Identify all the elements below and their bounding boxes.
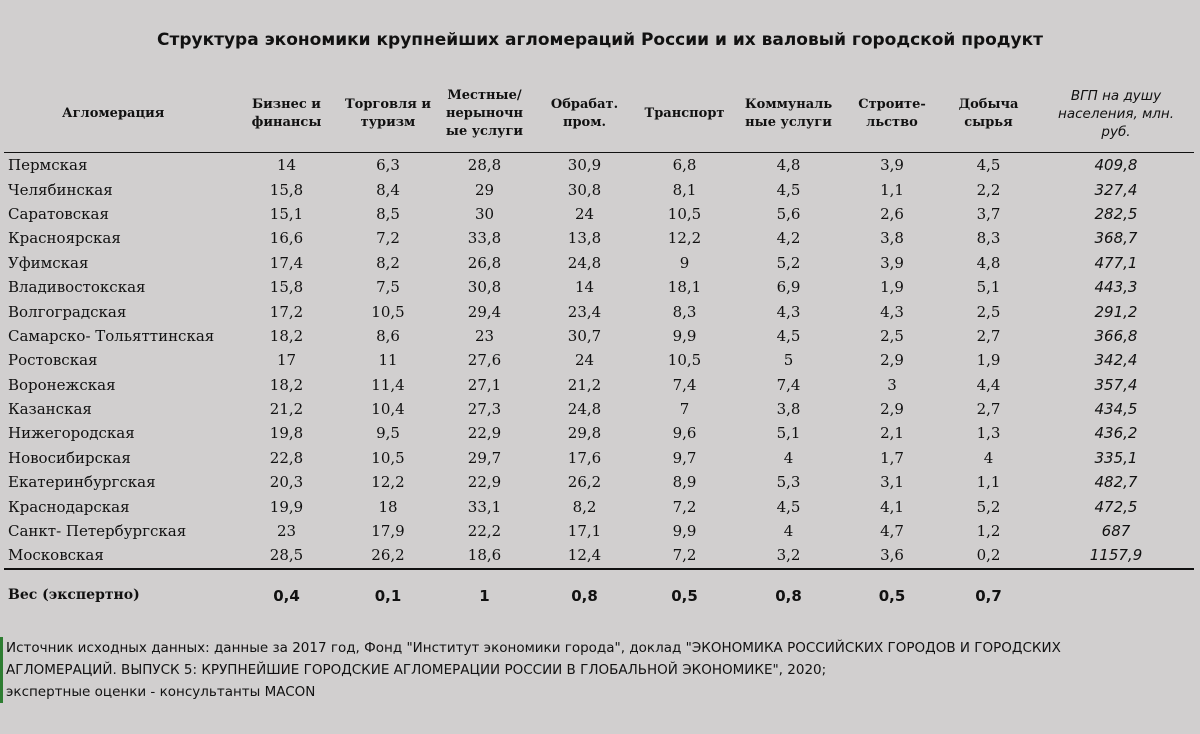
value-cell: 18 — [378, 497, 398, 516]
value-cell: 9 — [679, 253, 690, 272]
value-cell: 29 — [474, 180, 495, 199]
agglomeration-name: Саратовская — [8, 204, 109, 223]
value-cell: 12,2 — [667, 229, 702, 248]
value-cell: 8,2 — [376, 253, 400, 272]
vgp-cell: 291,2 — [1094, 302, 1138, 321]
value-cell: 8,5 — [376, 204, 400, 223]
source-line: экспертные оценки - консультанты MACON — [6, 684, 316, 700]
value-cell: 0,2 — [939, 543, 1038, 568]
value-cell: 3 — [887, 375, 897, 394]
agglomeration-name: Московская — [4, 543, 234, 568]
value-cell: 28,5 — [234, 543, 339, 568]
value-cell: 30,8 — [467, 278, 502, 297]
spacer-cell — [4, 569, 1194, 587]
value-cell: 27,6 — [467, 351, 502, 370]
table-row — [4, 251, 1194, 275]
value-cell: 26,2 — [567, 473, 602, 492]
header-business: Бизнес и финансы — [234, 76, 339, 153]
value-cell: 18,1 — [667, 278, 702, 297]
value-cell: 1,9 — [976, 351, 1001, 370]
value-cell: 2,9 — [880, 400, 904, 419]
value-cell: 17 — [276, 351, 297, 370]
weight-value: 0,5 — [671, 586, 698, 605]
vgp-cell: 472,5 — [1094, 497, 1138, 516]
value-cell: 9,5 — [376, 424, 400, 443]
value-cell: 17,1 — [567, 522, 602, 541]
vgp-cell: 436,2 — [1094, 424, 1138, 443]
value-cell: 5,1 — [776, 424, 801, 443]
source-line: Источник исходных данных: данные за 2017 год, Фонд "Институт экономики города", доклад "ЭКОНОМИКА РОССИЙСКИХ ГОРОДОВ И ГОРОДСКИХ — [6, 640, 1061, 656]
value-cell: 13,8 — [567, 229, 602, 248]
value-cell: 17,4 — [269, 253, 304, 272]
source-line: АГЛОМЕРАЦИЙ. ВЫПУСК 5: КРУПНЕЙШИЕ ГОРОДСКИЕ АГЛОМЕРАЦИИ РОССИИ В ГЛОБАЛЬНОЙ ЭКОНОМИКЕ", 2020; — [6, 662, 827, 678]
vgp-cell: 409,8 — [1094, 156, 1138, 175]
value-cell: 9,7 — [672, 448, 697, 467]
table-row — [4, 153, 1194, 178]
table-row — [4, 373, 1194, 397]
value-cell: 9,9 — [672, 522, 697, 541]
value-cell: 8,3 — [672, 302, 697, 321]
vgp-cell: 482,7 — [1094, 473, 1138, 492]
table-row — [4, 226, 1194, 250]
value-cell: 4,5 — [776, 497, 801, 516]
header-transport: Транспорт — [637, 76, 732, 153]
weight-value: 0,4 — [273, 586, 300, 605]
value-cell: 22,9 — [467, 424, 502, 443]
agglomeration-name: Екатеринбургская — [8, 473, 156, 492]
value-cell: 29,7 — [467, 448, 502, 467]
value-cell: 30,7 — [567, 326, 602, 345]
value-cell: 1,1 — [880, 180, 904, 199]
value-cell: 4,2 — [776, 229, 801, 248]
vgp-cell: 282,5 — [1094, 204, 1138, 223]
header-manufacturing: Обрабат. пром. — [532, 76, 637, 153]
value-cell: 3,9 — [880, 253, 904, 272]
value-cell: 24 — [574, 351, 595, 370]
agglomeration-name: Уфимская — [8, 253, 89, 272]
agglomeration-name: Пермская — [8, 156, 88, 175]
vgp-cell: 335,1 — [1094, 448, 1138, 467]
value-cell: 3,7 — [976, 204, 1001, 223]
weight-row — [4, 587, 1194, 633]
value-cell: 10,5 — [371, 302, 405, 321]
value-cell: 9,6 — [672, 424, 697, 443]
value-cell: 29,4 — [467, 302, 502, 321]
vgp-cell: 368,7 — [1094, 229, 1138, 248]
value-cell: 5,1 — [976, 278, 1001, 297]
agglomeration-name: Самарско- Тольяттинская — [8, 326, 215, 345]
vgp-cell: 477,1 — [1094, 253, 1138, 272]
value-cell: 17,9 — [371, 522, 405, 541]
value-cell: 4 — [783, 522, 794, 541]
value-cell: 27,3 — [467, 400, 502, 419]
value-cell: 5,6 — [776, 204, 801, 223]
value-cell: 18,2 — [269, 326, 304, 345]
value-cell: 4,4 — [976, 375, 1001, 394]
value-cell: 1,3 — [976, 424, 1001, 443]
weight-value: 0,8 — [775, 586, 802, 605]
value-cell: 3,2 — [732, 543, 845, 568]
agglomeration-name: Красноярская — [8, 229, 121, 248]
value-cell: 17,6 — [567, 448, 602, 467]
agglomeration-name: Санкт- Петербургская — [8, 522, 187, 541]
value-cell: 8,3 — [976, 229, 1001, 248]
value-cell: 8,6 — [376, 326, 400, 345]
value-cell: 22,2 — [467, 522, 502, 541]
agglomeration-name: Волгоградская — [8, 302, 127, 321]
table-row — [4, 397, 1194, 421]
value-cell: 1,1 — [976, 473, 1001, 492]
value-cell: 4,8 — [976, 253, 1001, 272]
agglomeration-name: Владивостокская — [8, 278, 146, 297]
vgp-cell: 687 — [1101, 522, 1131, 541]
value-cell: 24 — [574, 204, 595, 223]
table-row — [4, 470, 1194, 494]
weight-value: 1 — [479, 586, 490, 605]
value-cell: 23,4 — [567, 302, 602, 321]
value-cell: 4 — [983, 448, 994, 467]
table-row — [4, 543, 1194, 568]
weight-value: 0,7 — [975, 586, 1002, 605]
value-cell: 1,9 — [880, 278, 904, 297]
value-cell: 30,9 — [567, 156, 602, 175]
value-cell: 11 — [378, 351, 398, 370]
value-cell: 6,9 — [776, 278, 801, 297]
value-cell: 16,6 — [269, 229, 304, 248]
vgp-cell: 357,4 — [1094, 375, 1138, 394]
value-cell: 4,3 — [776, 302, 801, 321]
value-cell: 33,8 — [467, 229, 502, 248]
agglomeration-name: Ростовская — [8, 351, 98, 370]
spacer-row — [4, 569, 1194, 587]
value-cell: 2,5 — [976, 302, 1001, 321]
value-cell: 3,9 — [880, 156, 904, 175]
table-row — [4, 177, 1194, 201]
value-cell: 3,6 — [845, 543, 939, 568]
value-cell: 30 — [474, 204, 495, 223]
value-cell: 24,8 — [567, 400, 602, 419]
value-cell: 10,5 — [371, 448, 405, 467]
table-row — [4, 446, 1194, 470]
value-cell: 22,9 — [467, 473, 502, 492]
economy-structure-table — [4, 76, 1194, 633]
value-cell: 3,8 — [880, 229, 904, 248]
table-title: Структура экономики крупнейших агломераций России и их валовый городской продукт — [156, 30, 1043, 50]
value-cell: 18,6 — [437, 543, 532, 568]
agglomeration-name: Челябинская — [8, 180, 113, 199]
value-cell: 14 — [276, 156, 297, 175]
value-cell: 6,8 — [672, 156, 697, 175]
vgp-cell: 1157,9 — [1038, 543, 1194, 568]
value-cell: 1,2 — [976, 522, 1001, 541]
table-row — [4, 421, 1194, 445]
value-cell: 6,3 — [376, 156, 400, 175]
value-cell: 15,1 — [269, 204, 304, 223]
header-mining: Добыча сырья — [939, 76, 1038, 153]
value-cell: 2,5 — [880, 326, 904, 345]
value-cell: 19,8 — [269, 424, 304, 443]
value-cell: 7,4 — [776, 375, 801, 394]
value-cell: 17,2 — [269, 302, 304, 321]
value-cell: 4,5 — [776, 326, 801, 345]
header-utilities: Коммуналь ные услуги — [732, 76, 845, 153]
value-cell: 4,8 — [776, 156, 801, 175]
weight-empty — [1038, 587, 1194, 633]
value-cell: 8,2 — [572, 497, 597, 516]
value-cell: 10,5 — [667, 351, 702, 370]
value-cell: 11,4 — [371, 375, 405, 394]
agglomeration-name: Новосибирская — [8, 448, 131, 467]
value-cell: 20,3 — [269, 473, 304, 492]
value-cell: 33,1 — [467, 497, 502, 516]
table-row — [4, 275, 1194, 299]
value-cell: 26,8 — [467, 253, 502, 272]
weight-value: 0,5 — [878, 586, 906, 605]
value-cell: 8,1 — [672, 180, 697, 199]
table-row — [4, 202, 1194, 226]
weight-value: 0,8 — [571, 586, 598, 605]
value-cell: 18,2 — [269, 375, 304, 394]
agglomeration-name: Казанская — [8, 400, 92, 419]
table-body — [4, 153, 1194, 633]
vgp-cell: 342,4 — [1094, 351, 1138, 370]
vgp-cell: 443,3 — [1094, 278, 1138, 297]
vgp-cell: 366,8 — [1094, 326, 1138, 345]
value-cell: 4,5 — [976, 156, 1001, 175]
value-cell: 4,7 — [880, 522, 904, 541]
value-cell: 8,9 — [672, 473, 697, 492]
value-cell: 7,2 — [376, 229, 400, 248]
agglomeration-name: Нижегородская — [8, 424, 135, 443]
value-cell: 27,1 — [467, 375, 502, 394]
source-note — [0, 637, 1200, 703]
table-row — [4, 494, 1194, 518]
value-cell: 7,5 — [376, 278, 400, 297]
vgp-cell: 327,4 — [1094, 180, 1138, 199]
value-cell: 3,1 — [880, 473, 904, 492]
table-row — [4, 299, 1194, 323]
value-cell: 28,8 — [467, 156, 502, 175]
value-cell: 24,8 — [567, 253, 602, 272]
agglomeration-name: Воронежская — [8, 375, 116, 394]
value-cell: 21,2 — [567, 375, 602, 394]
header-vgp-per-capita: ВГП на душу населения, млн. руб. — [1038, 76, 1194, 153]
header-construction: Строите- льство — [845, 76, 939, 153]
value-cell: 30,8 — [567, 180, 602, 199]
value-cell: 4,1 — [880, 497, 904, 516]
value-cell: 9,9 — [672, 326, 697, 345]
vgp-cell: 434,5 — [1094, 400, 1138, 419]
header-local-services: Местные/ нерыночн ые услуги — [437, 76, 532, 153]
weight-label: Вес (экспертно) — [8, 586, 140, 603]
value-cell: 3,8 — [776, 400, 801, 419]
value-cell: 7,4 — [672, 375, 697, 394]
value-cell: 19,9 — [269, 497, 304, 516]
value-cell: 12,4 — [532, 543, 637, 568]
table-row — [4, 348, 1194, 372]
value-cell: 1,7 — [880, 448, 904, 467]
value-cell: 21,2 — [269, 400, 304, 419]
weight-value: 0,1 — [374, 586, 402, 605]
value-cell: 10,4 — [371, 400, 405, 419]
header-trade: Торговля и туризм — [339, 76, 437, 153]
value-cell: 7,2 — [637, 543, 732, 568]
value-cell: 2,9 — [880, 351, 904, 370]
value-cell: 2,2 — [976, 180, 1001, 199]
value-cell: 2,7 — [976, 326, 1001, 345]
value-cell: 22,8 — [269, 448, 304, 467]
header-agglomeration: Агломерация — [4, 76, 234, 153]
value-cell: 4,5 — [776, 180, 801, 199]
value-cell: 23 — [276, 522, 297, 541]
value-cell: 10,5 — [667, 204, 702, 223]
value-cell: 7 — [679, 400, 690, 419]
value-cell: 5 — [783, 351, 794, 370]
value-cell: 5,3 — [776, 473, 801, 492]
value-cell: 8,4 — [376, 180, 400, 199]
agglomeration-name: Краснодарская — [8, 497, 130, 516]
value-cell: 15,8 — [269, 278, 304, 297]
value-cell: 4 — [783, 448, 794, 467]
value-cell: 23 — [474, 326, 495, 345]
value-cell: 29,8 — [567, 424, 602, 443]
value-cell: 5,2 — [776, 253, 801, 272]
table-row — [4, 324, 1194, 348]
value-cell: 2,7 — [976, 400, 1001, 419]
value-cell: 14 — [574, 278, 595, 297]
value-cell: 4,3 — [880, 302, 904, 321]
value-cell: 12,2 — [371, 473, 405, 492]
value-cell: 5,2 — [976, 497, 1001, 516]
table-row — [4, 519, 1194, 543]
value-cell: 15,8 — [269, 180, 304, 199]
value-cell: 26,2 — [339, 543, 437, 568]
header-row — [4, 76, 1194, 153]
value-cell: 2,6 — [880, 204, 904, 223]
value-cell: 2,1 — [880, 424, 904, 443]
value-cell: 7,2 — [672, 497, 697, 516]
